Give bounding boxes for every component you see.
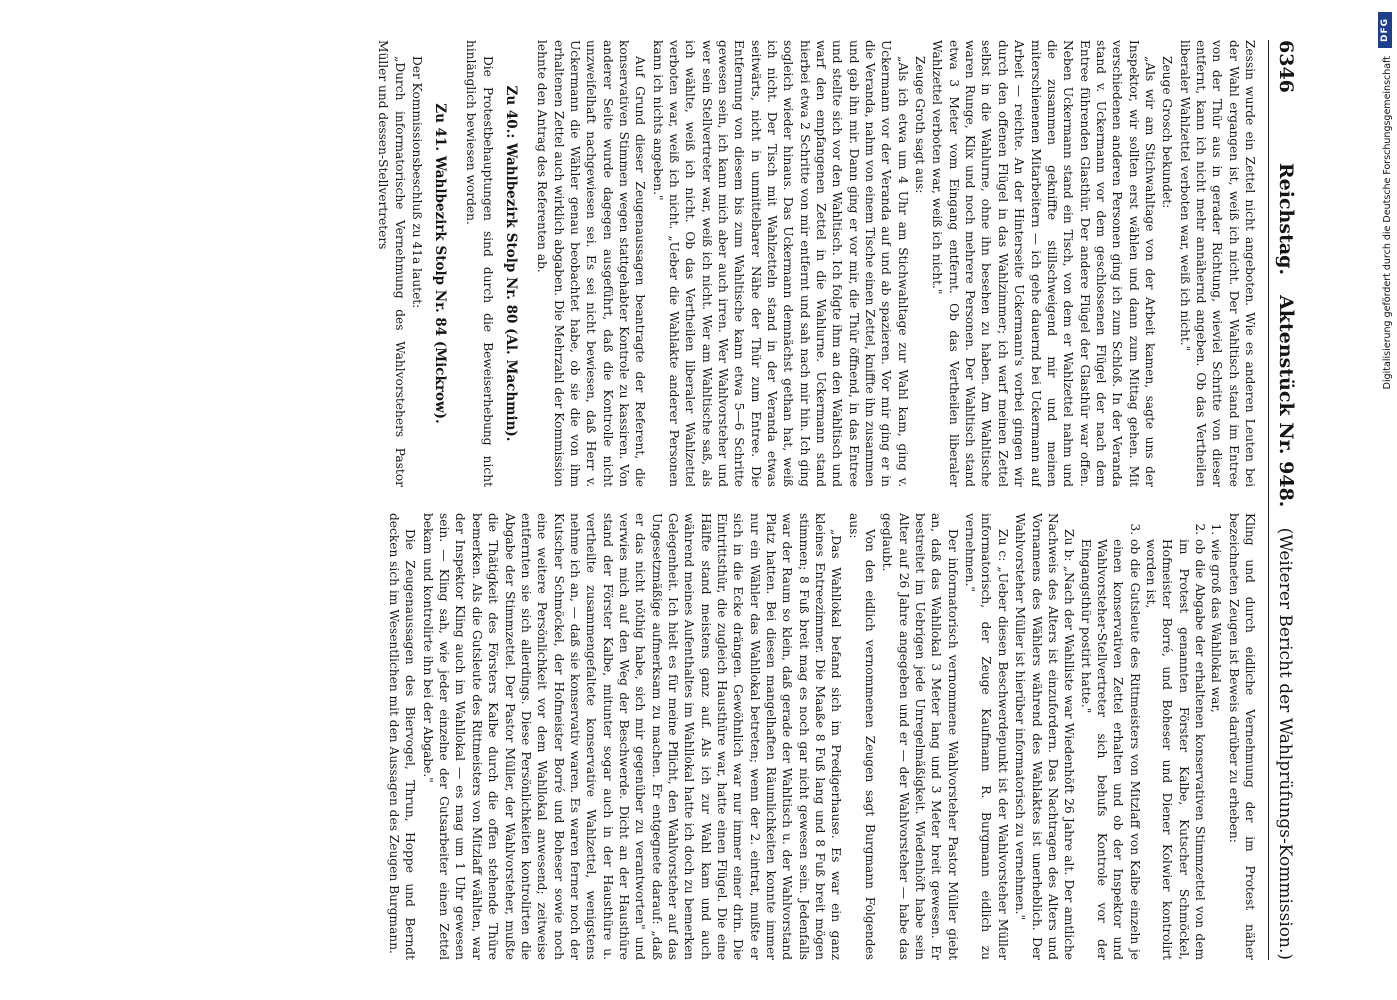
paragraph: „Durch informatorische Vernehmung des Wahlvorstehers Pastor Müller und dessen-Stellvertreters — [376, 40, 407, 487]
list-item: 3. ob die Gutsleute des Rittmeisters von Mitzlaff von Kalbe einzeln je einen konservativen Zettel erhalten und ob der Inspektor und Wahlvorsteher-Stellvertreter sich behufs Kontrole vor der Eingangsthür postirt hatte." — [1077, 539, 1142, 960]
section-heading: Zu 41. Wahlbezirk Stolp Nr. 84 (Mickrow). — [432, 103, 449, 424]
numbered-list — [1077, 513, 1224, 960]
dfg-logo-icon: DFG — [1378, 12, 1392, 48]
paragraph: Auf Grund dieser Zeugenaussagen beantragte der Referent, die konservativen Stimmen wegen stattgehabter Kontrole zu kassiren. Von anderer Seite wurde dagegen ausgeführt, daß die Kontrolle nicht unzweifelhaft nachgewiesen sei. Es sei nicht bewiesen, daß Herr v. Uckermann die Wähler genau beobachtet habe, ob sie die von ihm erhaltenen Zettel auch wirklich abgaben. Die Mehrzahl der Kommission lehnte den Antrag des Referenten ab. — [535, 40, 648, 487]
paragraph: Die Protestbehauptungen sind durch die Beweiserhebung nicht hinlänglich bewiesen worden. — [464, 40, 495, 487]
paragraph: Kling und durch eidliche Vernehmung der im Protest näher bezeichneten Zeugen ist Beweis darüber zu erheben: — [1226, 513, 1257, 960]
header-document-number: Aktenstück Nr. 948. — [1275, 295, 1297, 508]
page-number: 6346 — [1275, 40, 1297, 93]
left-column — [128, 40, 1258, 487]
paragraph: Zu b: „Nach der Wahlliste war Wiedenhöft 26 Jahre alt. Der amtliche Nachweis des Alters ist einzufordern. Das Nachtragen des Alters und Vornamens des Wählers während des Wahlaktes ist unerheblich. Der Wahlvorsteher Müller ist hierüber informatorisch zu vernehmen." — [1013, 513, 1077, 960]
text-columns — [128, 40, 1258, 960]
digitization-note: Digitalisierung gefördert durch die Deutsche Forschungsgemeinschaft — [1382, 56, 1393, 390]
paragraph: Die Zeugenaussagen des Biervogel, Thrun, Hoppe und Berndt decken sich im Wesentlichen mit den Aussagen des Zeugen Burgmann. — [387, 513, 418, 960]
header-report-title: (Weiterer Bericht der Wahlprüfungs-Kommission.) — [1275, 527, 1295, 960]
paragraph: Zu c: „Ueber diesen Beschwerdepunkt ist der Wahlvorsteher Müller informatorisch, der Zeuge Kaufmann R. Burgmann eidlich zu vernehmen." — [963, 513, 1010, 960]
witness-heading: Zeuge Grosch bekundet: — [1160, 56, 1175, 209]
paragraph: „Als wir am Stichwahltage von der Arbeit kamen, sagte uns der Inspektor, wir sollten erst wählen und dann zum Mittag gehen. Mit verschiedenen anderen Personen ging ich zum Schloß. In der Veranda stand v. Uckermann vor dem geschlossenen Flügel der nach dem Entree führenden Glasthür. Der andere Flügel der Glasthür war offen. Neben Uckermann stand ein Tisch, von dem er Wahlzettel nahm und die zusammen gekniffte stillschweigend mir und meinen miterschienenen Mitarbeitern — ich gehe dauernd bei Uckermann auf Arbeit — reichte. An der Hinterseite Uckermann's vorbei gingen wir durch den offenen Flügel in das Wahlzimmer; ich warf meinen Zettel selbst in die Wahlurne, ohne ihn besehen zu haben. Am Wahltische waren Runge, Klix und noch mehrere Personen. Der Wahltisch stand etwa 3 Meter vom Eingang entfernt. Ob das Vertheilen liberaler Wahlzettel verboten war, weiß ich nicht." — [930, 40, 1157, 487]
witness-heading: Zeuge Groth sagt aus: — [913, 56, 928, 194]
paragraph: Von den eidlich vernommenen Zeugen sagt Burgmann Folgendes aus: — [846, 513, 878, 960]
right-column — [128, 513, 1258, 960]
list-item: 2. ob die Abgabe der erhaltenen konservativen Stimmzettel von dem im Protest genannten Förster Kalbe, Kutscher Schmöckel, Hofmeister Borré, und Boheser und Diener Kolwier kontrolirt worden ist, — [1143, 539, 1208, 960]
header-left-title: Reichstag. — [1275, 162, 1297, 276]
paragraph: „Das Wahllokal befand sich im Predigerhause. Es war ein ganz kleines Entreezimmer. Die Maaße 8 Fuß lang und 8 Fuß breit mögen stimmen; 8 Fuß breit mag es noch gar nicht gewesen sein. Jedenfalls war der Raum so klein, daß gerade der Wahltisch u. der Wahlvorstand Platz hatten. Bei diesen mangelhaften Räumlichkeiten konnte immer nur ein Wähler das Wahllokal betreten; wenn der 2. eintrat, mußte er sich in die Ecke drängen. Gewöhnlich war nur immer einer drin. Die Eintrittsthür, die zugleich Hausthüre war, hatte einen Flügel. Die eine Hälfte stand meistens ganz auf. Als ich zur Wahl kam und auch während meines Aufenthaltes im Wahllokal hatte ich doch zu bemerken Gelegenheit. Ich hielt es für meine Pflicht, den Wahlvorsteher auf das Ungesetzmäßige aufmerksam zu machen. Er entgegnete darauf: „daß er das nicht nöthig habe, sich mir gegenüber zu verantworten" und verwies mich auf den Weg der Beschwerde. Dicht an der Hausthüre stand der Förster Kalbe, mitunter sogar auch in der Hausthüre u. vertheilte zusammengefaltete konservative Wahlzettel, wenigstens nehme ich an, — daß sie konservativ waren. Es waren ferner noch der Kutscher Schmöckel, der Hofmeister Borré und Boheser sowie noch eine weitere Persönlichkeit vor dem Wahllokal anwesend; zeitweise entfernten sie sich allerdings. Diese Persönlichkeiten kontrolirten die Abgabe der Stimmzettel. Der Pastor Müller, der Wahlvorsteher, mußte die Thätigkeit des Försters Kalbe durch die offen stehende Thüre bemerken. Als die Gutsleute des Rittmeisters von Mitzlaff wählten, war der Inspektor Kling auch im Wahllokal — es mag um 1 Uhr gewesen sein. — Kling sah, wie jeder einzelne der Gutsarbeiter einen Zettel bekam und kontrolirte ihn bei der Abgabe." — [420, 513, 844, 960]
paragraph: Zessin wurde ein Zettel nicht angeboten. Wie es anderen Leuten bei der Wahl ergangen ist, weiß ich nicht. Der Wahltisch stand im Entree von der Thür aus in gerader Richtung, wieviel Schritte von dieser entfernt, kann ich nicht mehr annähernd angeben. Ob das Vertheilen liberaler Wahlzettel verboten war, weiß ich nicht." — [1177, 40, 1257, 487]
page-header — [1268, 40, 1297, 960]
paragraph: Der Kommissionsbeschluß zu 41a lautet: — [410, 56, 425, 309]
section-heading: Zu 40.: Wahlbezirk Stolp Nr. 80 (Al. Machmin). — [502, 85, 519, 442]
document-page — [75, 0, 1305, 1000]
paragraph: „Als ich etwa um 4 Uhr am Stichwahltage zur Wahl kam, ging v. Uckermann vor der Veranda auf und ab spazieren. Vor mir ging er in die Veranda, nahm von einem Tische einen Zettel, kniffte ihn zusammen und gab ihn mir. Dann ging er vor mir, die Thür öffnend, in das Entree und stellte sich vor den Wahltisch. Ich folgte ihm an den Wahltisch und warf den empfangenen Zettel in die Wahlurne. Uckermann stand hierbei etwa 2 Schritte von mir entfernt und sah nach mir hin. Ich ging sogleich wieder hinaus. Das Uckermann demnächst gethan hat, weiß ich nicht. Der Tisch mit Wahlzetteln stand in der Veranda etwas seitwärts, nicht in unmittelbarer Nähe der Thür zum Entree. Die Entfernung von diesem bis zum Wahltische kann etwa 5—6 Schritte gewesen sein, ich kann mich aber auch irren. Wer Wahlvorsteher und wer sein Stellvertreter war, weiß ich nicht. Wer am Wahltische saß, als ich wählte, weiß ich nicht. Ob das Vertheilen liberaler Wahlzettel verboten war, weiß ich nicht. „Ueber die Wahlakte anderer Personen kann ich nichts angeben." — [650, 40, 910, 487]
paragraph: Der informatorisch vernommene Wahlvorsteher Pastor Müller giebt an, daß das Wahllokal 3 Meter lang und 3 Meter breit gewesen. Er bestreitet im Uebrigen jede Unregelmäßigkeit. Wiedenhöft habe sein Alter auf 26 Jahre angegeben und er — der Wahlvorsteher — habe das geglaubt. — [880, 513, 960, 960]
list-item: 1. wie groß das Wahllokal war, — [1208, 539, 1224, 960]
digitization-strip — [1373, 0, 1397, 1000]
